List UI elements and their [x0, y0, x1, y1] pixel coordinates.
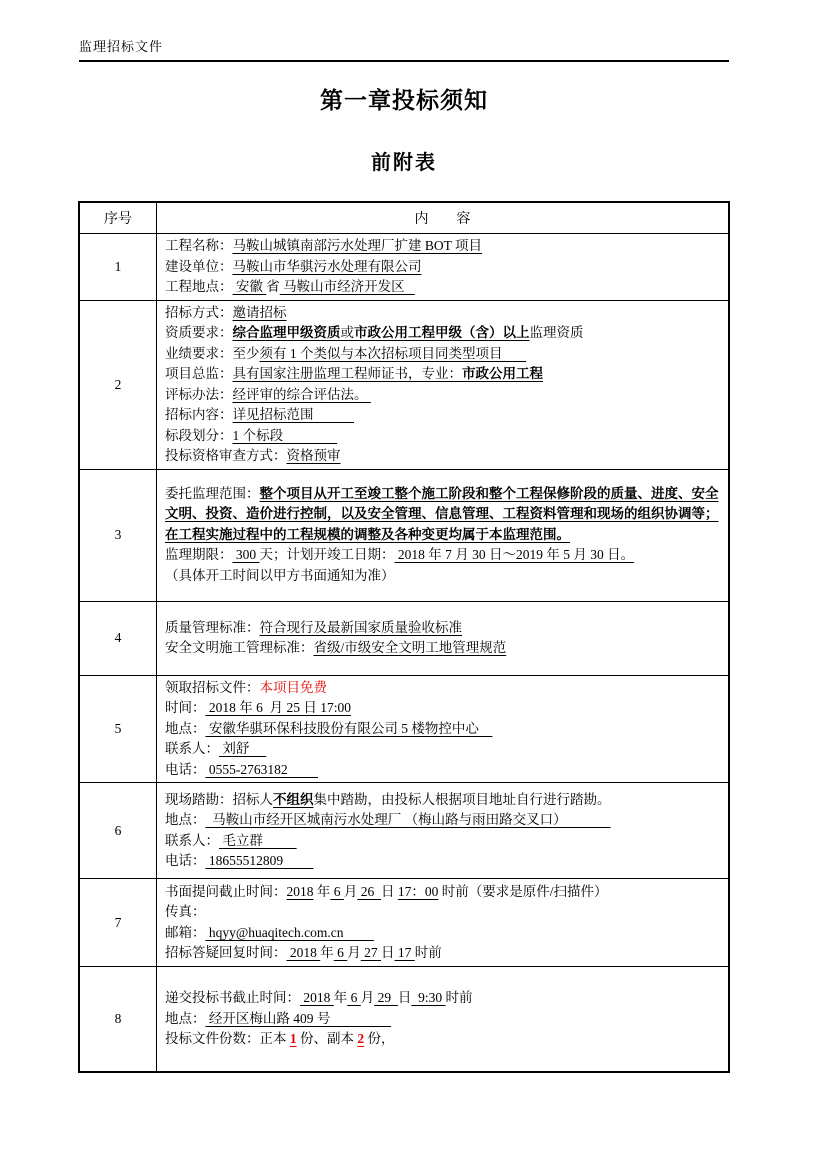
content-line	[165, 698, 720, 719]
text-segment: 马鞍山市经济开发区	[279, 279, 415, 294]
text-segment: 招标内容：	[165, 407, 233, 422]
text-segment: 电话：	[165, 761, 206, 777]
text-segment: 日	[381, 945, 395, 960]
content-line	[165, 923, 720, 944]
content-line	[165, 943, 720, 964]
text-segment: 时间：	[165, 700, 206, 715]
row-number: 6	[79, 783, 157, 879]
row-number: 2	[79, 300, 157, 469]
text-segment: 监理期限：	[165, 547, 233, 563]
text-segment: 年	[313, 883, 331, 899]
text-segment: 300	[232, 547, 260, 563]
text-segment: 17：00	[397, 883, 439, 899]
text-segment: 标段划分：	[165, 427, 233, 443]
text-segment: 0555-2763182	[205, 761, 318, 777]
content-line	[165, 1029, 720, 1050]
content-line	[165, 638, 720, 659]
content-line	[165, 882, 720, 903]
text-segment: 1 个标段	[232, 427, 338, 443]
content-line	[165, 257, 720, 278]
content-line	[165, 719, 720, 740]
text-segment: 综合监理甲级资质	[232, 325, 341, 340]
content-line	[165, 364, 720, 385]
text-segment: 省级/市级安全文明工地管理规范	[313, 640, 507, 655]
text-segment: 26	[357, 883, 381, 899]
front-table-body	[79, 234, 729, 1073]
content-line	[165, 446, 720, 467]
text-segment: （具体开工时间以甲方书面通知为准）	[165, 567, 395, 583]
text-segment: 工程地点：	[165, 279, 233, 294]
text-segment: 6	[330, 883, 344, 899]
text-segment: 市政公用工程	[462, 366, 543, 381]
row-number: 1	[79, 234, 157, 301]
front-attached-table	[78, 201, 730, 1073]
content-line	[165, 1009, 720, 1030]
text-segment: 书面提问截止时间：	[165, 883, 287, 899]
content-line	[165, 739, 720, 760]
text-segment: 份，	[364, 1031, 395, 1047]
table-row-8	[79, 967, 729, 1073]
text-segment: 省	[266, 279, 280, 294]
text-segment: 整个项目从开工至竣工整个施工阶段和整个工程保修阶段的质量、进度、安全文明、投资、造价进行控制，以及安全管理、信息管理、工程资料管理和现场的组织协调等；在工程实施过程中的工程规模的调整及各种变更均属于本监理范围。	[165, 485, 719, 542]
row-content	[157, 967, 730, 1073]
column-header-content: 内 容	[157, 202, 730, 234]
text-segment: 经评审的综合评估法。	[232, 386, 371, 402]
table-row-1	[79, 234, 729, 301]
text-segment: 工程名称：	[165, 238, 233, 253]
row-content	[157, 675, 730, 783]
column-header-number: 序号	[79, 202, 157, 234]
row-content	[157, 234, 730, 301]
text-segment: 份、副本	[296, 1031, 358, 1047]
text-segment: 招标方式：	[165, 304, 233, 320]
text-segment: 本项目免费	[259, 679, 327, 695]
content-line	[165, 545, 720, 566]
row-number: 5	[79, 675, 157, 783]
text-segment: 电话：	[165, 853, 206, 868]
row-content	[157, 783, 730, 879]
text-segment: 投标文件份数：正本	[165, 1031, 290, 1047]
text-segment: 日	[381, 883, 398, 899]
text-segment: 马鞍山城镇南部污水处理厂扩建 BOT 项目	[232, 238, 483, 253]
text-segment: 质量管理标准：	[165, 619, 260, 635]
text-segment: 月	[347, 945, 361, 960]
text-segment: 2018	[300, 990, 334, 1006]
text-segment: 须有 1 个类似与本次招标项目同类型项目	[259, 345, 527, 361]
text-segment: 联系人：	[165, 832, 219, 848]
text-segment: 年	[333, 990, 348, 1006]
text-segment: 9:30	[411, 990, 446, 1006]
text-segment: 17	[394, 945, 415, 960]
row-number: 4	[79, 601, 157, 675]
text-segment: 地点：	[165, 720, 206, 736]
content-line	[165, 988, 720, 1009]
text-segment: 评标办法：	[165, 386, 233, 402]
text-segment: 建设单位：	[165, 258, 233, 274]
text-segment: 邮箱：	[165, 924, 206, 940]
content-line	[165, 902, 720, 923]
text-segment: 符合现行及最新国家质量验收标准	[259, 619, 462, 635]
text-segment: 领取招标文件：	[165, 679, 260, 695]
text-segment: 招标答疑回复时间：	[165, 945, 287, 960]
page-header-text: 监理招标文件	[79, 36, 729, 62]
content-line	[165, 277, 720, 298]
text-segment: 资格预审	[286, 448, 341, 463]
text-segment: 传真：	[165, 904, 206, 919]
text-segment: 不组织	[273, 791, 314, 807]
table-row-3	[79, 469, 729, 601]
text-segment: 月	[360, 990, 375, 1006]
row-content	[157, 879, 730, 967]
row-number: 8	[79, 967, 157, 1073]
text-segment: 毛立群	[219, 832, 297, 848]
text-segment: 递交投标书截止时间：	[165, 990, 300, 1006]
content-line	[165, 236, 720, 257]
text-segment: 邀请招标	[232, 304, 287, 320]
row-content	[157, 601, 730, 675]
text-segment: 2018 年 6 月 25 日 17:00	[205, 700, 352, 715]
text-segment: 2018	[286, 883, 314, 899]
text-segment: 时前（要求是原件/扫描件）	[438, 883, 608, 899]
content-line	[165, 405, 720, 426]
content-line	[165, 385, 720, 406]
text-segment: 地点：	[165, 812, 206, 827]
text-segment: 18655512809	[205, 853, 314, 868]
text-segment: 经开区梅山路 409 号	[205, 1010, 392, 1026]
table-title: 前附表	[371, 152, 437, 174]
text-segment: 马鞍山市华骐污水处理有限公司	[232, 258, 422, 274]
text-segment: 时前	[414, 945, 442, 960]
text-segment: 投标资格审查方式：	[165, 448, 287, 463]
chapter-title: 第一章投标须知	[320, 88, 488, 113]
text-segment: 详见招标范围	[232, 407, 354, 422]
text-segment: 27	[360, 945, 381, 960]
text-segment: 监理资质	[529, 325, 584, 340]
content-line	[165, 426, 720, 447]
text-segment: 年	[320, 945, 334, 960]
content-line	[165, 618, 720, 639]
content-line	[165, 303, 720, 324]
row-number: 3	[79, 469, 157, 601]
text-segment: 联系人：	[165, 741, 219, 756]
row-content	[157, 469, 730, 601]
text-segment: 2018	[286, 945, 321, 960]
table-row-7	[79, 879, 729, 967]
text-segment: 天；计划开竣工日期：	[259, 547, 395, 563]
text-segment: 市政公用工程甲级（含）以上	[354, 325, 530, 340]
table-row-4	[79, 601, 729, 675]
content-line	[165, 323, 720, 344]
text-segment: 月	[343, 883, 358, 899]
content-line	[165, 851, 720, 872]
text-segment: 地点：	[165, 1010, 206, 1026]
text-segment: 现场踏勘：招标人	[165, 791, 273, 807]
text-segment: 29	[374, 990, 398, 1006]
text-segment: 马鞍山市经开区城南污水处理厂 （梅山路与雨田路交叉口）	[205, 812, 611, 827]
content-line	[165, 566, 720, 587]
text-segment: 安徽	[232, 279, 267, 294]
text-segment: 6	[347, 990, 361, 1006]
text-segment: 委托监理范围：	[165, 485, 260, 501]
text-segment: 安全文明施工管理标准：	[165, 640, 314, 655]
text-segment: 2	[357, 1031, 365, 1047]
content-line	[165, 831, 720, 852]
text-segment: 2018 年 7 月 30 日～2019 年 5 月 30 日。	[394, 547, 635, 563]
text-segment: 业绩要求：至少	[165, 345, 260, 361]
text-segment: 安徽华骐环保科技股份有限公司 5 楼物控中心	[205, 720, 493, 736]
table-row-2	[79, 300, 729, 469]
table-row-6	[79, 783, 729, 879]
text-segment: hqyy@huaqitech.com.cn	[205, 924, 374, 940]
content-line	[165, 344, 720, 365]
text-segment: 时前	[445, 990, 473, 1006]
text-segment: 项目总监：	[165, 366, 233, 381]
text-segment: 1	[289, 1031, 297, 1047]
text-segment: 集中踏勘，由投标人根据项目地址自行进行踏勘。	[313, 791, 611, 807]
text-segment: 资质要求：	[165, 325, 233, 340]
table-row-5	[79, 675, 729, 783]
table-header-row	[79, 202, 729, 234]
content-line	[165, 760, 720, 781]
text-segment: 刘舒	[219, 741, 267, 756]
row-number: 7	[79, 879, 157, 967]
text-segment: 日	[397, 990, 412, 1006]
content-line	[165, 790, 720, 811]
text-segment: 具有国家注册监理工程师证书，专业：	[232, 366, 462, 381]
content-line	[165, 678, 720, 699]
text-segment: 或	[340, 325, 354, 340]
text-segment: 6	[333, 945, 348, 960]
row-content	[157, 300, 730, 469]
content-line	[165, 484, 720, 546]
content-line	[165, 810, 720, 831]
